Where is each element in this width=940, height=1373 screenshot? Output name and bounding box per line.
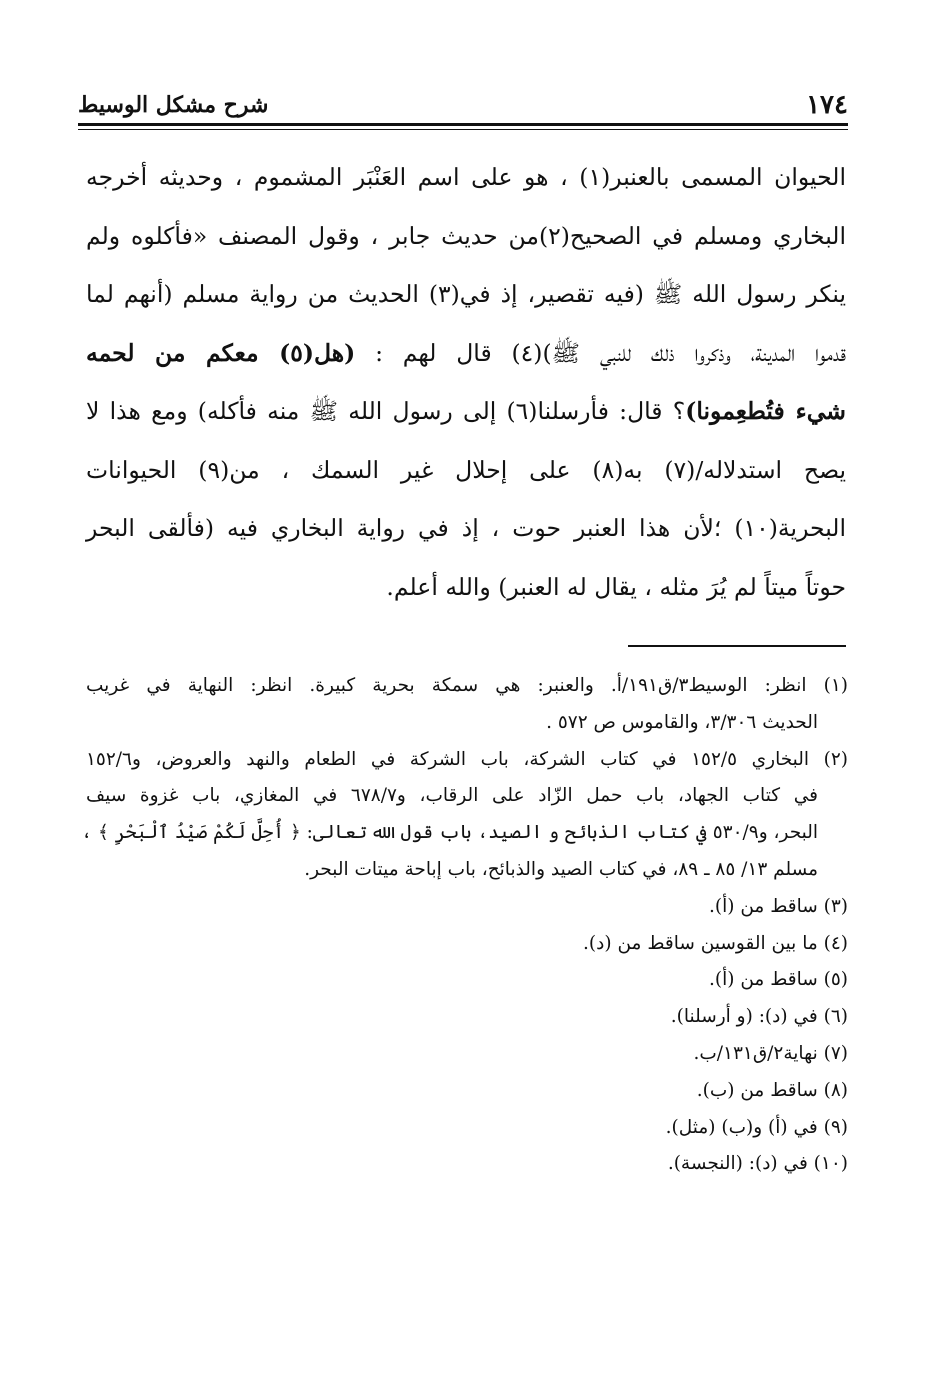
running-title: شرح مشكل الوسيط [78, 92, 269, 118]
footnote-line: (٩) في (أ) و(ب) (مثل). [665, 1116, 848, 1138]
hadith-quote-bold-cont: شيء فتُطعِمونا) [685, 397, 846, 425]
text-line-5 [86, 382, 846, 441]
page-header [78, 88, 848, 122]
text-line-3: ينكر رسول الله ﷺ (فيه تقصير، إذ في(٣) الحديث من رواية مسلم (أنهم لما [86, 280, 846, 308]
footnote-line: البحر، و٥٣٠/٩ في كتاب الذبائح و الصيد، باب قول الله تعالى: ﴿ أُحِلَّ لَكُمْ صَيْدُ ٱلْبَحْرِ ﴾ ، [81, 822, 818, 844]
header-rule [78, 123, 848, 126]
footnote-7 [86, 1036, 848, 1073]
footnote-line: (١) انظر: الوسيط٣/ق١٩١/أ. والعنبر: هي سمكة بحرية كبيرة. انظر: النهاية في غريب [86, 675, 848, 696]
footnote-line: مسلم ١٣/ ٨٥ ـ ٨٩، في كتاب الصيد والذبائح، باب إباحة ميتات البحر. [304, 858, 818, 880]
header-rule-secondary [78, 129, 848, 130]
footnote-line: (٢) البخاري ١٥٢/٥ في كتاب الشركة، باب الشركة في الطعام والنهد والعروض، و١٥٢/٦ [86, 748, 848, 770]
footnote-8 [86, 1073, 848, 1110]
footnote-line: في كتاب الجهاد، باب حمل الزّاد على الرقاب، و٦٧٨/٧ في المغازي، باب غزوة سيف [86, 785, 818, 807]
text-line-2: البخاري ومسلم في الصحيح(٢)من حديث جابر ، وقول المصنف «فأكلوه ولم [86, 221, 846, 250]
footnote-line: (٥) ساقط من (أ). [708, 969, 848, 991]
footnote-5 [86, 962, 848, 999]
footnote-10 [86, 1146, 848, 1183]
text-line-6: يصح استدلاله/(٧) به(٨) على إحلال غير السمك ، من(٩) الحيوانات [86, 455, 846, 484]
text-line-5-plain: ؟ قال: فأرسلنا(٦) إلى رسول الله ﷺ منه فأكله) ومع هذا لا [86, 397, 686, 425]
footnote-6 [86, 999, 848, 1036]
footnote-line: (٤) ما بين القوسين ساقط من (د). [583, 932, 848, 954]
footnote-line: (١٠) في (د): (النجسة). [667, 1153, 848, 1175]
footnotes [81, 668, 848, 1183]
footnote-4 [86, 926, 848, 963]
footnote-line: (٦) في (د): (و أرسلنا). [670, 1006, 848, 1028]
hadith-quote-bold: (هل(٥) معكم من لحمه [86, 338, 356, 367]
footnote-3 [86, 889, 848, 926]
footnote-9 [86, 1110, 848, 1147]
footnote-line: الحديث ٣/٣٠٦، والقاموس ص ٥٧٢ . [546, 711, 818, 733]
text-line-7: البحرية(١٠) ؛لأن هذا العنبر حوت ، إذ في رواية البخاري فيه (فألقى البحر [86, 514, 846, 542]
footnote-line: (٧) نهاية٢/ق١٣١/ب. [693, 1042, 848, 1064]
footnote-1 [86, 668, 848, 742]
text-line-1: الحيوان المسمى بالعنبر(١) ، هو على اسم العَنْبَر المشموم ، وحديثه أخرجه [86, 163, 846, 191]
text-line-8: حوتاً ميتاً لم يُرَ مثله ، يقال له العنبر) والله أعلم. [386, 572, 846, 601]
footnote-separator [628, 645, 846, 647]
footnote-line: (٣) ساقط من (أ). [708, 895, 848, 917]
text-line-4-plain: قدموا المدينة، وذكروا ذلك للنبي ﷺ)(٤) قال لهم : [355, 338, 846, 367]
footnote-line: (٨) ساقط من (ب). [696, 1079, 848, 1101]
page-number: ١٧٤ [806, 90, 848, 120]
text-line-4 [86, 324, 846, 383]
footnote-2 [81, 742, 848, 889]
main-text [86, 148, 846, 616]
